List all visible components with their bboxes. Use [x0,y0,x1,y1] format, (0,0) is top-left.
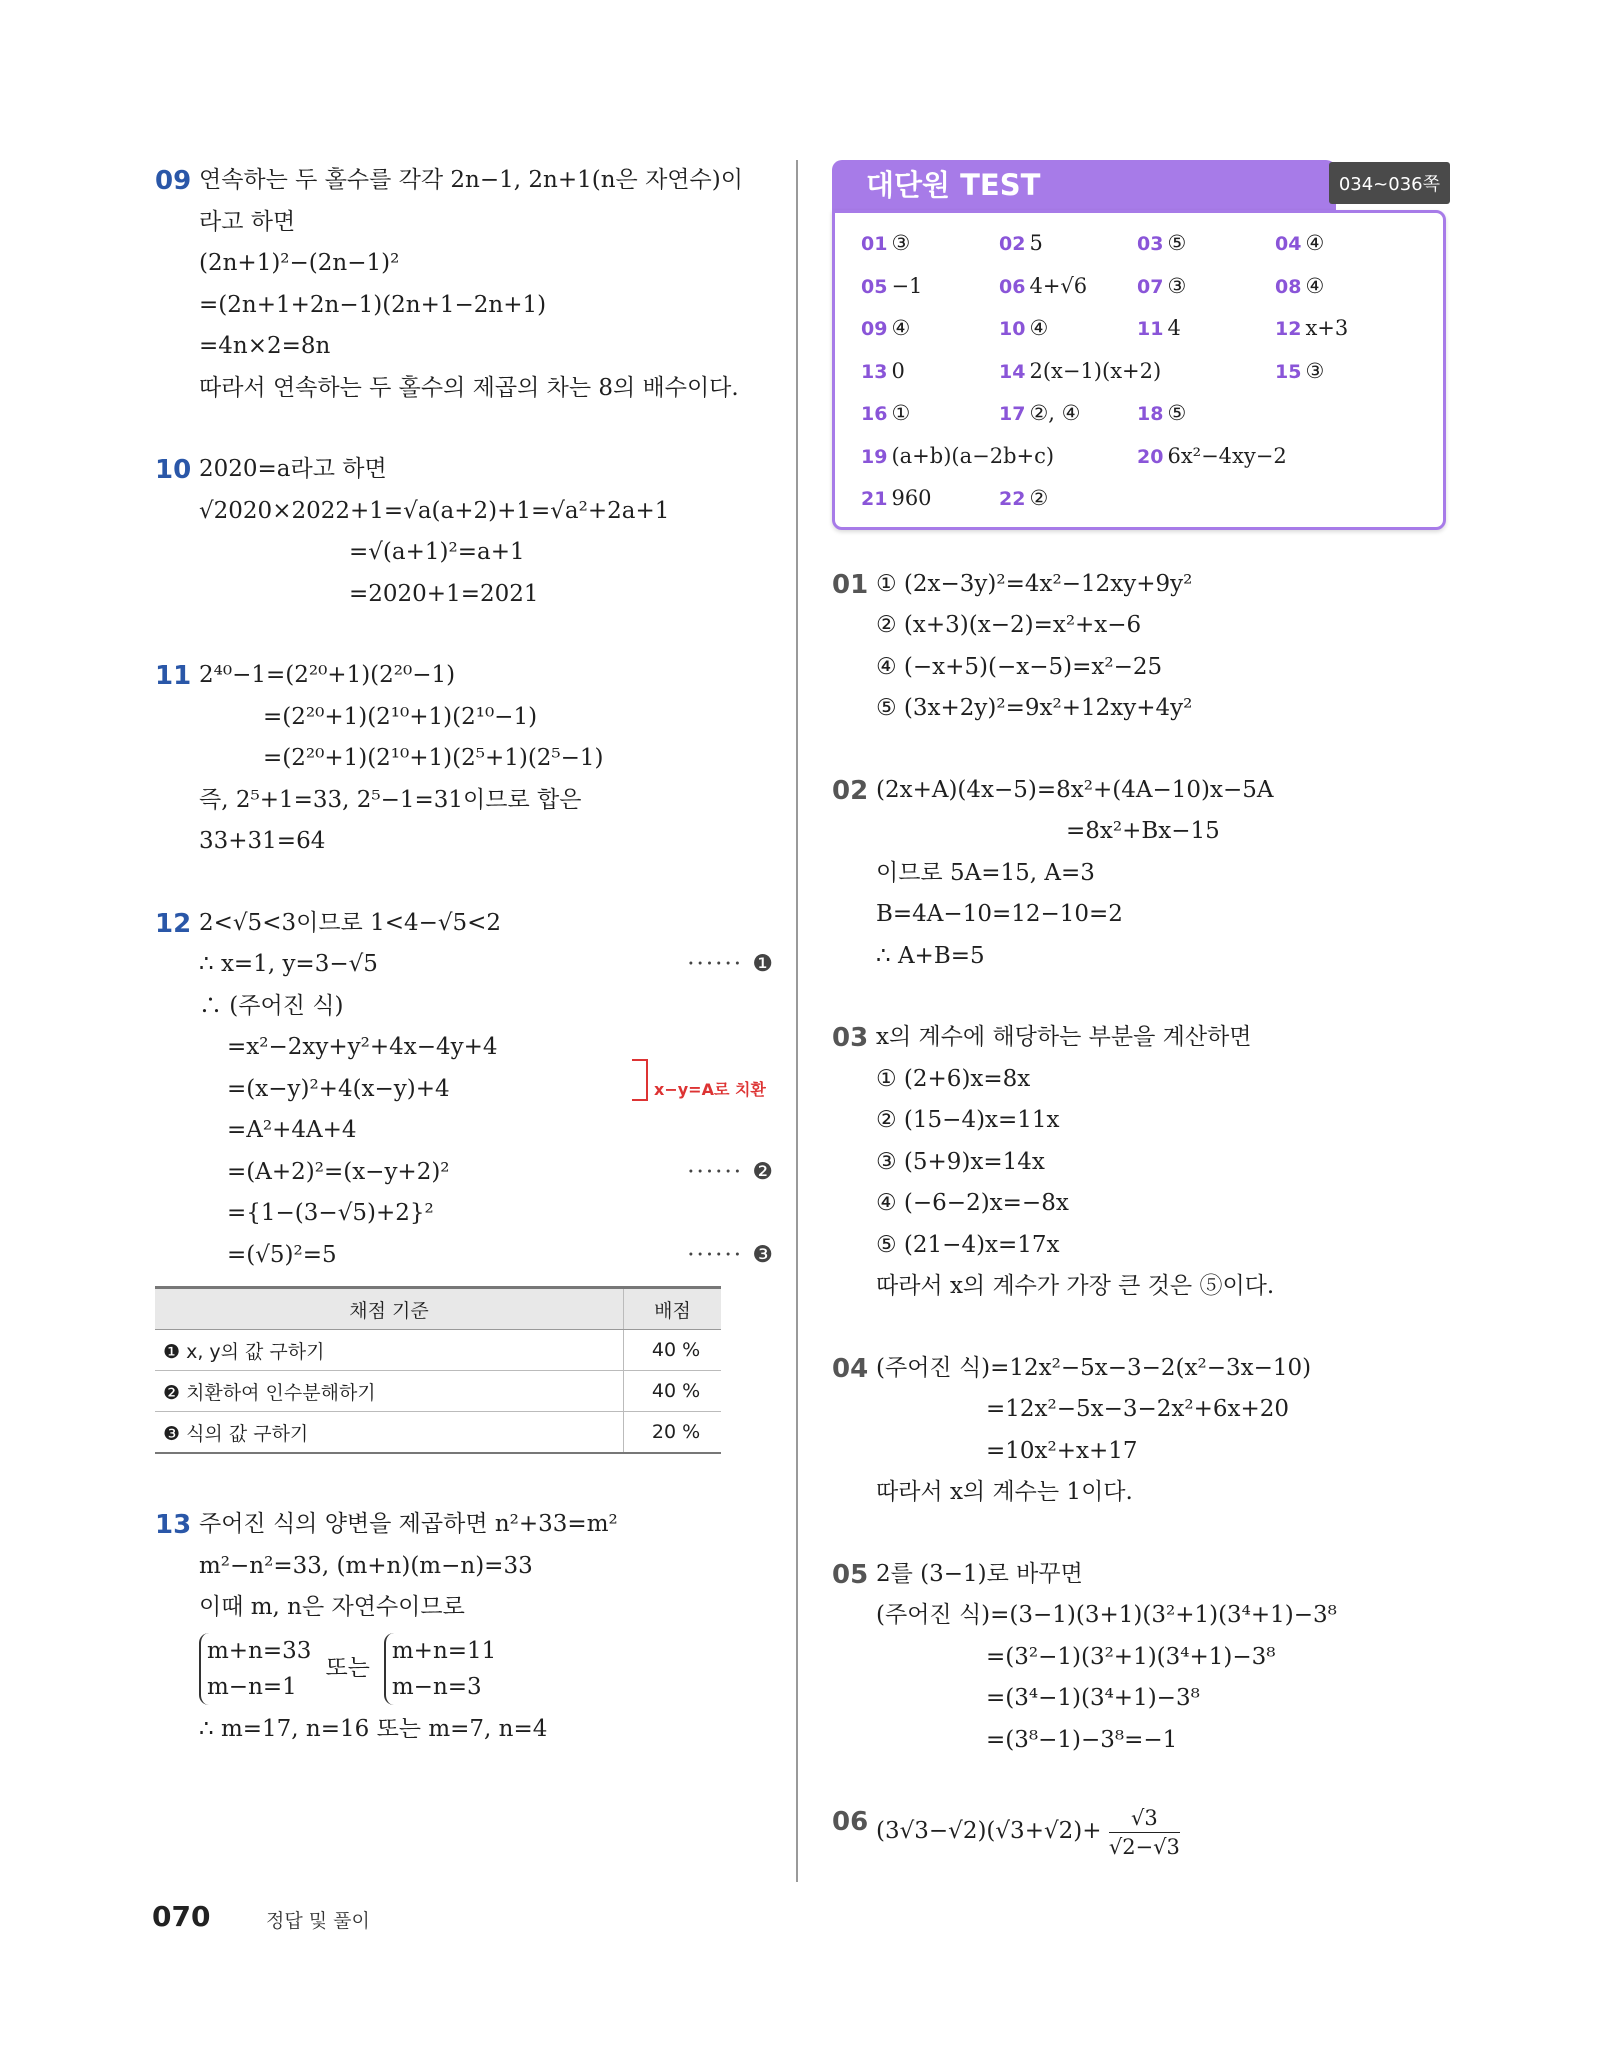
answer-number: 21 [861,488,888,510]
solution-line [876,811,1452,853]
table-row [155,1330,721,1371]
answer-item [1137,393,1275,436]
line-text: 주어진 식의 양변을 제곱하면 n²+33=m² [199,1511,618,1537]
solution-line [199,1027,775,1069]
step-marker: ······ ❸ [687,1241,775,1268]
answer-number: 12 [1275,318,1302,340]
problem-number: 05 [832,1559,869,1590]
solution-line [876,605,1452,647]
line-text: 2를 (3−1)로 바꾸면 [876,1560,1083,1587]
answer-value: ③ [891,231,911,255]
line-text: =(3²−1)(3²+1)(3⁴+1)−3⁸ [986,1643,1276,1670]
equation: m+n=33 [207,1637,312,1664]
line-text: 따라서 연속하는 두 홀수의 제곱의 차는 8의 배수이다. [199,374,739,401]
solution-line [199,491,775,533]
problem-06 [832,1801,1452,1861]
grading-table [155,1286,721,1454]
answer-number: 02 [999,233,1026,255]
line-text: 따라서 x의 계수는 1이다. [876,1479,1133,1505]
solution-line [199,903,775,945]
solution-line [199,655,775,697]
solution-line [876,1678,1452,1720]
solution-line [876,688,1452,730]
solution-line [876,1389,1452,1431]
answer-item [861,393,999,436]
problem-number: 06 [832,1807,869,1837]
line-text: 연속하는 두 홀수를 각각 2n−1, 2n+1(n은 자연수)이 [199,167,743,193]
solution-line [876,770,1452,812]
score-cell: 40 % [624,1330,722,1371]
line-text: =12x²−5x−3−2x²+6x+20 [986,1396,1290,1422]
line-text: ⑤ (3x+2y)²=9x²+12xy+4y² [876,695,1193,721]
line-text: =(√5)²=5 [227,1241,337,1268]
answer-number: 06 [999,275,1026,298]
answer-number: 08 [1275,275,1302,298]
page-reference-badge: 034~036쪽 [1329,162,1450,204]
solution-line [876,1431,1452,1473]
line-text: (2n+1)²−(2n−1)² [199,250,400,276]
answer-item [1137,436,1413,479]
answer-number: 19 [861,445,888,468]
problem-number: 10 [155,455,192,485]
unit-test-title: 대단원 TEST [832,160,1336,210]
solution-line [199,738,775,780]
score-cell: 40 % [624,1371,722,1412]
answer-value: ① [891,401,911,425]
solution-line [199,697,775,739]
column-header: 채점 기준 [155,1288,624,1330]
problem-03 [832,1017,1452,1308]
answer-number: 22 [999,488,1026,510]
line-text: =(3⁴−1)(3⁴+1)−3⁸ [986,1685,1200,1711]
line-text: 2020=a라고 하면 [199,456,387,482]
line-text: =4n×2=8n [199,333,331,359]
fraction [1109,1804,1180,1861]
answer-value: ③ [1167,273,1187,298]
line-text: =(2²⁰+1)(2¹⁰+1)(2⁵+1)(2⁵−1) [263,745,604,771]
answer-number: 04 [1275,233,1302,255]
answer-item [999,308,1137,351]
answer-item [861,478,999,521]
answer-value: 960 [891,486,932,510]
answer-number: 09 [861,318,888,340]
answer-number: 13 [861,360,888,383]
problem-number: 11 [155,661,192,691]
answer-number: 10 [999,318,1026,340]
problem-09 [155,160,775,409]
line-text: =(2²⁰+1)(2¹⁰+1)(2¹⁰−1) [263,703,538,730]
solution-line [876,1595,1452,1637]
answer-item [1275,223,1413,266]
answer-value: 6x²−4xy−2 [1167,443,1287,468]
answer-value: (a+b)(a−2b+c) [891,443,1055,468]
solution-line [876,647,1452,689]
line-text: ={1−(3−√5)+2}² [227,1200,434,1226]
solution-line [876,1720,1452,1762]
line-text: (2x+A)(4x−5)=8x²+(4A−10)x−5A [876,776,1274,803]
solution-line [199,944,775,986]
line-text: 이므로 5A=15, A=3 [876,859,1095,886]
answer-item [1137,308,1275,351]
line-text: (주어진 식)=12x²−5x−3−2(x²−3x−10) [876,1354,1312,1381]
problem-number: 01 [832,569,869,600]
line-text: ① (2+6)x=8x [876,1065,1031,1092]
line-text: =10x²+x+17 [986,1437,1138,1464]
fraction-numerator: √3 [1130,1805,1158,1830]
problem-06-expression: (3√3−√2)(√3+√2)+ [876,1818,1102,1844]
answer-item [1137,266,1275,309]
answer-item [999,393,1137,436]
footer-label: 정답 및 풀이 [266,1910,370,1932]
line-text: 이때 m, n은 자연수이므로 [199,1594,465,1620]
solution-line [199,780,775,822]
answer-value: 5 [1029,231,1043,255]
column-divider [796,160,798,1882]
answer-item [861,223,999,266]
line-text: 즉, 2⁵+1=33, 2⁵−1=31이므로 합은 [199,786,582,813]
answer-grid [832,210,1446,530]
line-text: ∴ (주어진 식) [199,992,344,1019]
answer-value: ④ [1029,316,1049,340]
answer-value: ② [1029,486,1049,510]
answer-value: ④ [1305,273,1325,298]
problem-02 [832,770,1452,978]
table-row [155,1371,721,1412]
solution-line [199,243,775,285]
solution-line [876,853,1452,895]
solution-line [199,532,775,574]
answer-item [861,266,999,309]
answer-item [999,478,1137,521]
line-text: 2<√5<3이므로 1<4−√5<2 [199,909,502,936]
solution-line [876,1183,1452,1225]
line-text: ② (15−4)x=11x [876,1107,1060,1133]
criterion-cell: ❶ x, y의 값 구하기 [155,1330,624,1371]
solution-line [876,564,1452,606]
solution-line [876,1017,1452,1059]
right-column [832,160,1452,1901]
answer-number: 17 [999,403,1026,425]
criterion-cell: ❸ 식의 값 구하기 [155,1412,624,1454]
line-text: 따라서 x의 계수가 가장 큰 것은 ⑤이다. [876,1273,1275,1299]
line-text: =(3⁸−1)−3⁸=−1 [986,1726,1178,1753]
solution-line [876,1225,1452,1267]
line-text: √2020×2022+1=√a(a+2)+1=√a²+2a+1 [199,497,670,524]
solution-line: ∴ m=17, n=16 또는 m=7, n=4 [199,1715,548,1742]
answer-value: x+3 [1305,316,1349,340]
problem-number: 02 [832,775,869,806]
answer-number: 07 [1137,275,1164,298]
answer-value: ③ [1305,358,1325,383]
line-text: ④ (−x+5)(−x−5)=x²−25 [876,653,1163,680]
table-header-row [155,1288,721,1330]
problem-01 [832,564,1452,730]
solution-line [876,1100,1452,1142]
answer-value: ⑤ [1167,231,1187,255]
answer-value: −1 [891,273,923,298]
line-text: =8x²+Bx−15 [1066,818,1220,844]
problem-13 [155,1504,775,1750]
solution-line [199,202,775,244]
answer-number: 14 [999,360,1026,383]
answer-number: 11 [1137,318,1164,340]
answer-item [1275,351,1413,394]
solution-line [876,1348,1452,1390]
solution-line [199,1587,775,1629]
problem-04 [832,1348,1452,1514]
solution-line [199,1504,775,1546]
solution-line [876,894,1452,936]
line-text: 33+31=64 [199,828,326,854]
line-text: ④ (−6−2)x=−8x [876,1190,1069,1216]
problem-10 [155,449,775,615]
line-text: ∴ x=1, y=3−√5 [199,951,378,977]
line-text: ② (x+3)(x−2)=x²+x−6 [876,612,1142,638]
answer-item [1275,393,1413,436]
answer-item [999,266,1137,309]
answer-value: 4 [1167,316,1181,340]
solution-line [199,285,775,327]
problem-number: 03 [832,1023,869,1053]
line-text: =A²+4A+4 [227,1117,357,1143]
solution-line [199,1152,775,1194]
line-text: =(x−y)²+4(x−y)+4 [227,1075,450,1102]
substitution-note: x−y=A로 치환 [654,1069,766,1111]
problem-number: 12 [155,908,192,939]
solution-line [199,1546,775,1588]
line-text: =x²−2xy+y²+4x−4y+4 [227,1034,498,1060]
problem-05 [832,1554,1452,1762]
column-header: 배점 [624,1288,722,1330]
line-text: =(A+2)²=(x−y+2)² [227,1158,450,1185]
answer-value: 4+√6 [1029,273,1088,298]
answer-value: ⑤ [1167,401,1187,425]
solution-line [199,449,775,491]
answer-item [861,308,999,351]
answer-value: ②, ④ [1029,401,1081,425]
line-text: B=4A−10=12−10=2 [876,901,1123,927]
answer-number: 16 [861,403,888,425]
line-text: ∴ A+B=5 [876,942,985,969]
or-word: 또는 [325,1654,370,1681]
left-column [155,160,775,1790]
unit-test-answer-box [832,160,1446,530]
answer-item [999,223,1137,266]
line-text: (주어진 식)=(3−1)(3+1)(3²+1)(3⁴+1)−3⁸ [876,1602,1337,1628]
solution-line [199,821,775,863]
score-cell: 20 % [624,1412,722,1454]
solution-line [876,1472,1452,1514]
line-text: ③ (5+9)x=14x [876,1148,1045,1175]
step-marker: ······ ❶ [687,951,775,977]
solution-line [876,1142,1452,1184]
solution-line [876,1059,1452,1101]
answer-number: 18 [1137,403,1164,425]
answer-item [861,351,999,394]
problem-number: 09 [155,166,192,196]
equation-system [199,1629,775,1709]
table-row [155,1412,721,1454]
system-left [199,1633,311,1705]
line-text: x의 계수에 해당하는 부분을 계산하면 [876,1024,1252,1050]
solution-line [199,160,775,202]
answer-item [999,351,1275,394]
fraction-denominator: √2−√3 [1109,1832,1180,1861]
problem-number: 04 [832,1353,869,1384]
answer-number: 05 [861,275,888,298]
line-text: =(2n+1+2n−1)(2n+1−2n+1) [199,291,547,318]
solution-line [199,1193,775,1235]
line-text: ⑤ (21−4)x=17x [876,1231,1060,1258]
answer-number: 20 [1137,445,1164,468]
solution-line [199,368,775,410]
answer-number: 15 [1275,360,1302,383]
line-text: ① (2x−3y)²=4x²−12xy+9y² [876,570,1193,597]
answer-value: 0 [891,358,905,383]
solution-line [199,1235,775,1277]
answer-value: 2(x−1)(x+2) [1029,358,1162,383]
answer-value: ④ [891,316,911,340]
problem-11 [155,655,775,863]
equation: m+n=11 [391,1637,497,1664]
solution-line [199,326,775,368]
line-text: m²−n²=33, (m+n)(m−n)=33 [199,1552,533,1579]
solution-line [199,574,775,616]
line-text: =√(a+1)²=a+1 [349,539,525,565]
problem-12 [155,903,775,1277]
solution-line [876,1637,1452,1679]
solution-line [876,1554,1452,1596]
answer-item [1275,266,1413,309]
equation: m−n=1 [207,1673,297,1700]
answer-value: ④ [1305,231,1325,255]
solution-line [876,1266,1452,1308]
equation: m−n=3 [391,1673,482,1700]
step-marker: ······ ❷ [687,1158,775,1185]
criterion-cell: ❷ 치환하여 인수분해하기 [155,1371,624,1412]
answer-item [1275,308,1413,351]
line-text: 2⁴⁰−1=(2²⁰+1)(2²⁰−1) [199,662,456,688]
answer-number: 03 [1137,233,1164,255]
page-number: 070 [152,1900,211,1933]
solution-line [199,1110,775,1152]
line-text: 라고 하면 [199,208,296,235]
problem-number: 13 [155,1510,192,1540]
answer-item [1137,223,1275,266]
answer-number: 01 [861,233,888,255]
solution-line [199,986,775,1028]
system-right [384,1633,496,1705]
line-text: =2020+1=2021 [349,580,539,607]
answer-item [861,436,1137,479]
solution-line [199,1069,775,1111]
solution-line [876,936,1452,978]
